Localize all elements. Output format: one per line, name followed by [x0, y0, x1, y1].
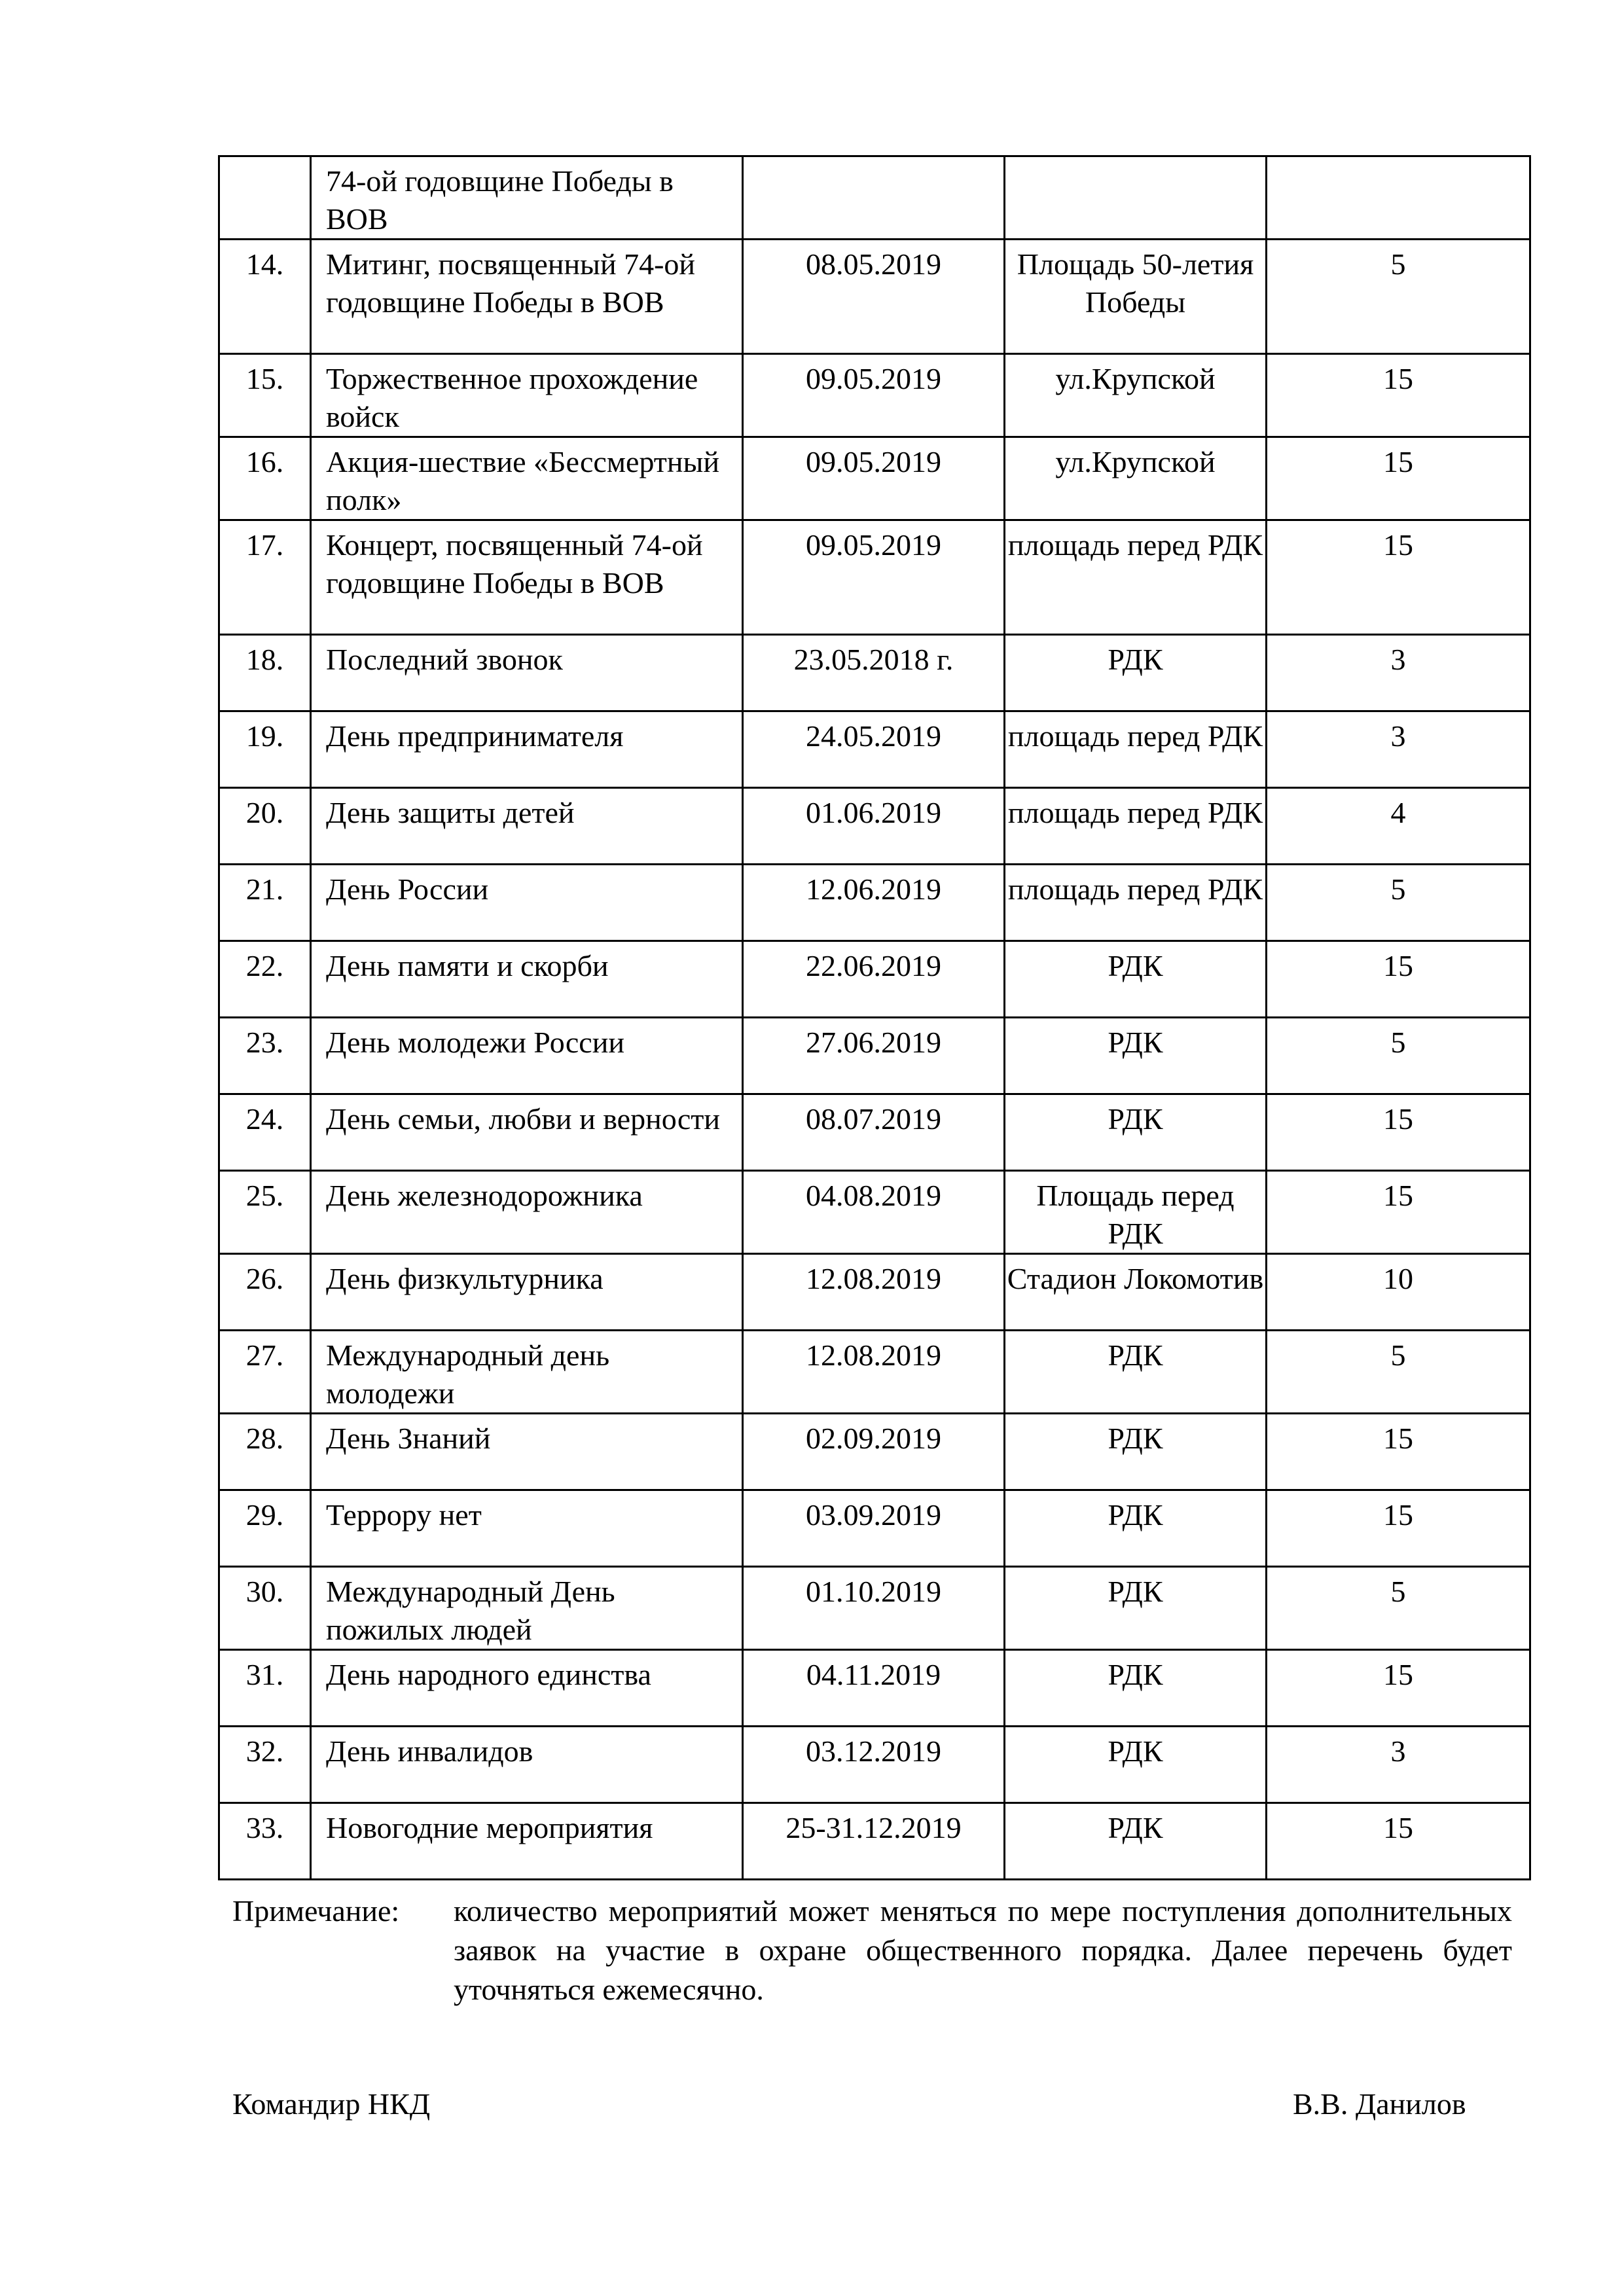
event-place-cell: РДК — [1005, 1018, 1267, 1094]
row-number-cell: 20. — [219, 788, 311, 865]
table-row — [219, 788, 1530, 865]
event-date-cell: 27.06.2019 — [743, 1018, 1005, 1094]
row-number-cell: 22. — [219, 941, 311, 1018]
table-row — [219, 437, 1530, 520]
event-name-cell: 74-ой годовщине Победы в ВОВ — [311, 156, 743, 240]
signer-title: Командир НКД — [232, 2087, 431, 2121]
event-name-cell: День России — [311, 865, 743, 941]
table-row — [219, 1567, 1530, 1650]
event-place-cell: Площадь 50-летия Победы — [1005, 240, 1267, 354]
event-name-cell: День Знаний — [311, 1414, 743, 1490]
table-row — [219, 941, 1530, 1018]
event-date-cell: 09.05.2019 — [743, 437, 1005, 520]
event-place-cell: ул.Крупской — [1005, 437, 1267, 520]
row-number-cell: 28. — [219, 1414, 311, 1490]
table-row — [219, 1650, 1530, 1727]
participant-count-cell: 5 — [1267, 1567, 1530, 1650]
event-name-cell: Акция-шествие «Бессмертный полк» — [311, 437, 743, 520]
participant-count-cell: 3 — [1267, 1727, 1530, 1803]
participant-count-cell: 15 — [1267, 1171, 1530, 1254]
signer-name: В.В. Данилов — [1293, 2087, 1466, 2121]
table-row — [219, 1803, 1530, 1880]
participant-count-cell: 10 — [1267, 1254, 1530, 1331]
event-place-cell: РДК — [1005, 941, 1267, 1018]
table-row — [219, 635, 1530, 711]
table-row — [219, 240, 1530, 354]
row-number-cell: 27. — [219, 1331, 311, 1414]
event-place-cell — [1005, 156, 1267, 240]
row-number-cell: 18. — [219, 635, 311, 711]
participant-count-cell: 4 — [1267, 788, 1530, 865]
row-number-cell: 25. — [219, 1171, 311, 1254]
event-place-cell: РДК — [1005, 1094, 1267, 1171]
row-number-cell: 31. — [219, 1650, 311, 1727]
event-date-cell: 04.08.2019 — [743, 1171, 1005, 1254]
event-place-cell: Стадион Локомотив — [1005, 1254, 1267, 1331]
event-date-cell: 03.12.2019 — [743, 1727, 1005, 1803]
event-date-cell: 08.05.2019 — [743, 240, 1005, 354]
event-name-cell: Террору нет — [311, 1490, 743, 1567]
table-row — [219, 1254, 1530, 1331]
participant-count-cell: 5 — [1267, 865, 1530, 941]
row-number-cell: 24. — [219, 1094, 311, 1171]
event-date-cell: 23.05.2018 г. — [743, 635, 1005, 711]
event-name-cell: День физкультурника — [311, 1254, 743, 1331]
table-row — [219, 1727, 1530, 1803]
row-number-cell: 30. — [219, 1567, 311, 1650]
event-place-cell: РДК — [1005, 1803, 1267, 1880]
event-name-cell: Международный День пожилых людей — [311, 1567, 743, 1650]
event-name-cell: День железнодорожника — [311, 1171, 743, 1254]
event-name-cell: Торжественное прохождение войск — [311, 354, 743, 437]
event-name-cell: День народного единства — [311, 1650, 743, 1727]
participant-count-cell: 15 — [1267, 1650, 1530, 1727]
event-date-cell: 01.10.2019 — [743, 1567, 1005, 1650]
row-number-cell — [219, 156, 311, 240]
event-name-cell: Концерт, посвященный 74-ой годовщине Победы в ВОВ — [311, 520, 743, 635]
event-place-cell: ул.Крупской — [1005, 354, 1267, 437]
table-row — [219, 1171, 1530, 1254]
table-row — [219, 1490, 1530, 1567]
event-name-cell: Международный день молодежи — [311, 1331, 743, 1414]
note-text: количество мероприятий может меняться по мере поступления дополнительных заявок на участие в охране общественного порядка. Далее перечень будет уточняться ежемесячно. — [454, 1894, 1512, 2006]
event-place-cell: площадь перед РДК — [1005, 520, 1267, 635]
row-number-cell: 17. — [219, 520, 311, 635]
table-row — [219, 354, 1530, 437]
event-date-cell: 04.11.2019 — [743, 1650, 1005, 1727]
table-row — [219, 1018, 1530, 1094]
row-number-cell: 15. — [219, 354, 311, 437]
event-date-cell: 08.07.2019 — [743, 1094, 1005, 1171]
event-date-cell: 25-31.12.2019 — [743, 1803, 1005, 1880]
event-date-cell: 09.05.2019 — [743, 520, 1005, 635]
event-name-cell: День семьи, любви и верности — [311, 1094, 743, 1171]
participant-count-cell: 15 — [1267, 941, 1530, 1018]
table-row — [219, 520, 1530, 635]
participant-count-cell: 3 — [1267, 635, 1530, 711]
event-date-cell: 01.06.2019 — [743, 788, 1005, 865]
event-date-cell: 24.05.2019 — [743, 711, 1005, 788]
event-date-cell: 12.06.2019 — [743, 865, 1005, 941]
events-table — [218, 155, 1531, 1880]
event-name-cell: Митинг, посвященный 74-ой годовщине Победы в ВОВ — [311, 240, 743, 354]
event-name-cell: Новогодние мероприятия — [311, 1803, 743, 1880]
participant-count-cell: 15 — [1267, 1414, 1530, 1490]
event-place-cell: РДК — [1005, 1727, 1267, 1803]
table-row — [219, 865, 1530, 941]
row-number-cell: 26. — [219, 1254, 311, 1331]
table-row — [219, 711, 1530, 788]
event-place-cell: площадь перед РДК — [1005, 788, 1267, 865]
table-row — [219, 1094, 1530, 1171]
note-label: Примечание: — [232, 1894, 400, 1928]
event-date-cell: 12.08.2019 — [743, 1331, 1005, 1414]
event-date-cell — [743, 156, 1005, 240]
participant-count-cell: 5 — [1267, 1018, 1530, 1094]
row-number-cell: 16. — [219, 437, 311, 520]
row-number-cell: 14. — [219, 240, 311, 354]
events-table-body — [219, 156, 1530, 1880]
table-row — [219, 1414, 1530, 1490]
participant-count-cell — [1267, 156, 1530, 240]
event-date-cell: 03.09.2019 — [743, 1490, 1005, 1567]
event-name-cell: День предпринимателя — [311, 711, 743, 788]
participant-count-cell: 3 — [1267, 711, 1530, 788]
event-name-cell: День молодежи России — [311, 1018, 743, 1094]
event-name-cell: День защиты детей — [311, 788, 743, 865]
event-place-cell: РДК — [1005, 635, 1267, 711]
event-place-cell: РДК — [1005, 1567, 1267, 1650]
participant-count-cell: 15 — [1267, 1803, 1530, 1880]
event-place-cell: РДК — [1005, 1650, 1267, 1727]
row-number-cell: 29. — [219, 1490, 311, 1567]
event-place-cell: площадь перед РДК — [1005, 711, 1267, 788]
table-row — [219, 156, 1530, 240]
event-name-cell: День инвалидов — [311, 1727, 743, 1803]
event-name-cell: День памяти и скорби — [311, 941, 743, 1018]
event-place-cell: РДК — [1005, 1490, 1267, 1567]
event-place-cell: Площадь перед РДК — [1005, 1171, 1267, 1254]
event-name-cell: Последний звонок — [311, 635, 743, 711]
participant-count-cell: 15 — [1267, 1490, 1530, 1567]
participant-count-cell: 15 — [1267, 520, 1530, 635]
participant-count-cell: 15 — [1267, 437, 1530, 520]
participant-count-cell: 15 — [1267, 1094, 1530, 1171]
event-place-cell: площадь перед РДК — [1005, 865, 1267, 941]
participant-count-cell: 15 — [1267, 354, 1530, 437]
event-place-cell: РДК — [1005, 1331, 1267, 1414]
row-number-cell: 32. — [219, 1727, 311, 1803]
event-date-cell: 09.05.2019 — [743, 354, 1005, 437]
participant-count-cell: 5 — [1267, 1331, 1530, 1414]
row-number-cell: 33. — [219, 1803, 311, 1880]
event-date-cell: 12.08.2019 — [743, 1254, 1005, 1331]
event-date-cell: 22.06.2019 — [743, 941, 1005, 1018]
row-number-cell: 21. — [219, 865, 311, 941]
event-date-cell: 02.09.2019 — [743, 1414, 1005, 1490]
table-row — [219, 1331, 1530, 1414]
event-place-cell: РДК — [1005, 1414, 1267, 1490]
row-number-cell: 23. — [219, 1018, 311, 1094]
row-number-cell: 19. — [219, 711, 311, 788]
participant-count-cell: 5 — [1267, 240, 1530, 354]
